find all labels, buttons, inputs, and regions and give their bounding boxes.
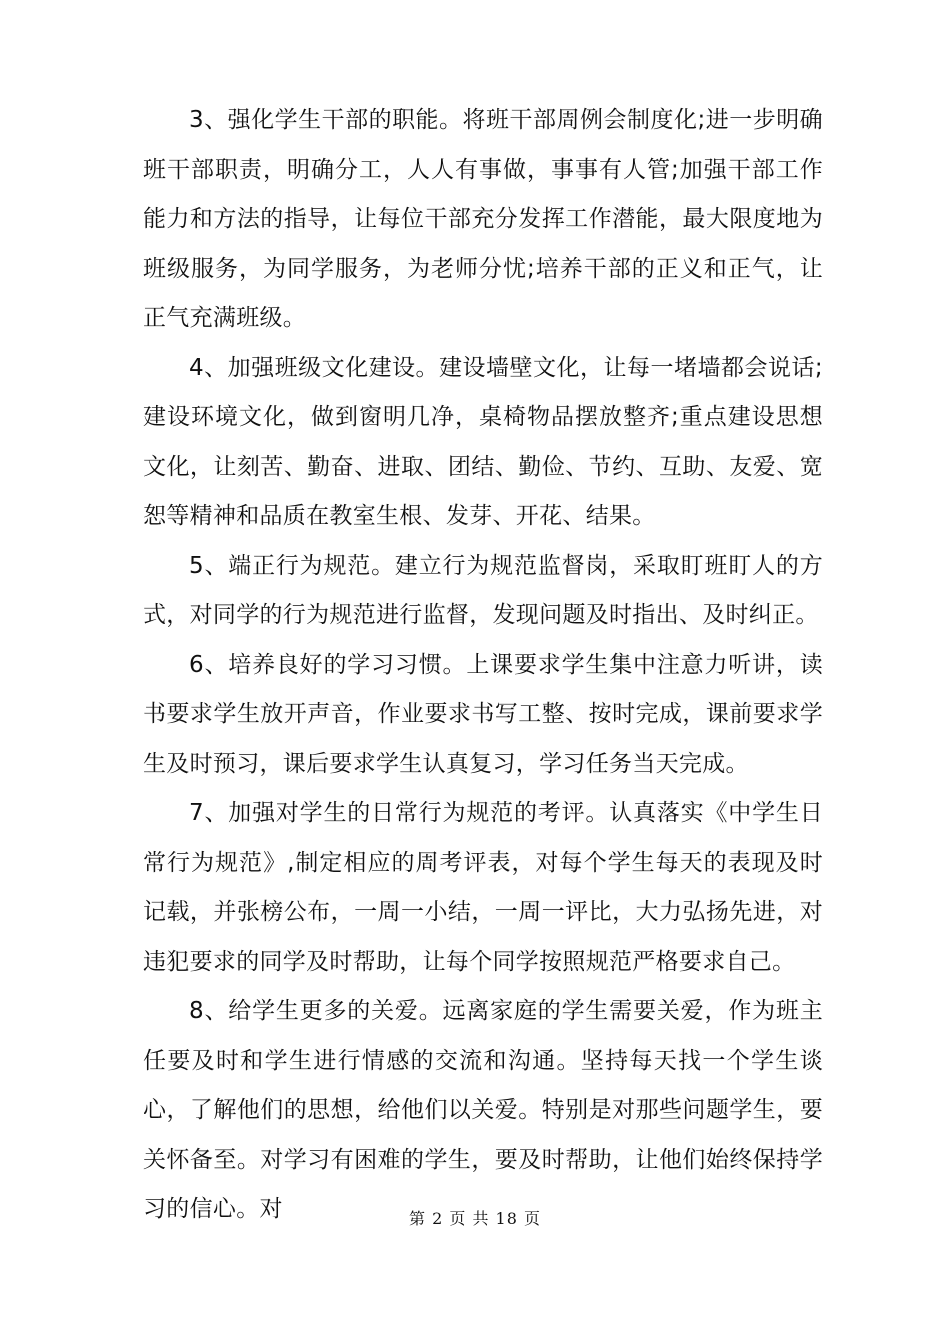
paragraph-item-4: 4、加强班级文化建设。建设墙壁文化，让每一堵墙都会说话;建设环境文化，做到窗明几净，桌椅物品摆放整齐;重点建设思想文化，让刻苦、勤奋、进取、团结、勤俭、节约、互助、友爱、宽恕等精神和品质在教室生根、发芽、开花、结果。 [143,354,823,529]
document-body [143,96,823,1235]
paragraph-item-3: 3、强化学生干部的职能。将班干部周例会制度化;进一步明确班干部职责，明确分工，人人有事做，事事有人管;加强干部工作能力和方法的指导，让每位干部充分发挥工作潜能，最大限度地为班级服务，为同学服务，为老师分忧;培养干部的正义和正气，让正气充满班级。 [143,107,823,331]
paragraph-item-7: 7、加强对学生的日常行为规范的考评。认真落实《中学生日常行为规范》,制定相应的周考评表，对每个学生每天的表现及时记载，并张榜公布，一周一小结，一周一评比，大力弘扬先进，对违犯要求的同学及时帮助，让每个同学按照规范严格要求自己。 [143,800,823,975]
paragraph-item-6: 6、培养良好的学习习惯。上课要求学生集中注意力听讲，读书要求学生放开声音，作业要求书写工整、按时完成，课前要求学生及时预习，课后要求学生认真复习，学习任务当天完成。 [143,651,823,777]
page-number-footer: 第 2 页 共 18 页 [409,1209,541,1228]
paragraph-item-8: 8、给学生更多的关爱。远离家庭的学生需要关爱，作为班主任要及时和学生进行情感的交流和沟通。坚持每天找一个学生谈心，了解他们的思想，给他们以关爱。特别是对那些问题学生，要关怀备至。对学习有困难的学生，要及时帮助，让他们始终保持学习的信心。对 [143,998,823,1222]
paragraph-item-5: 5、端正行为规范。建立行为规范监督岗，采取盯班盯人的方式，对同学的行为规范进行监督，发现问题及时指出、及时纠正。 [143,552,823,628]
